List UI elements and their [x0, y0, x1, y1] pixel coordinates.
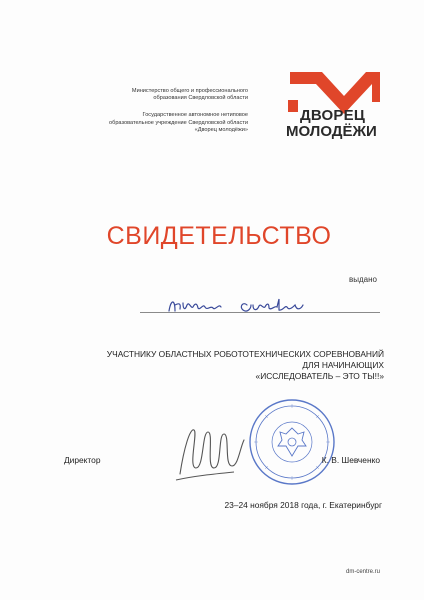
award-line-1: УЧАСТНИКУ ОБЛАСТНЫХ РОБОТОТЕХНИЧЕСКИХ СОРЕВНОВАНИЙ [106, 349, 384, 359]
award-line-3: «ИССЛЕДОВАТЕЛЬ – ЭТО ТЫ!!» [255, 371, 384, 381]
director-role: Директор [64, 455, 101, 465]
logo-word-2: МОЛОДЁЖИ [286, 123, 377, 140]
director-name: К. В. Шевченко [321, 455, 380, 465]
certificate-title: СВИДЕТЕЛЬСТВО [106, 222, 332, 250]
recipient-handwriting [165, 295, 335, 317]
institution-line-1: Государственное автономное нетиповое [142, 112, 248, 119]
logo-word-1: ДВОРЕЦ [300, 107, 365, 124]
ministry-line-1: Министерство общего и профессионального [131, 88, 248, 94]
issued-label: выдано [349, 275, 377, 284]
institution-line-2: образовательное учреждение Свердловской области [109, 119, 248, 126]
ministry-line-2: образования Свердловской области [153, 95, 248, 102]
award-line-2: ДЛЯ НАЧИНАЮЩИХ [302, 360, 384, 370]
award-text [24, 349, 384, 382]
logo-wordmark [286, 107, 377, 140]
official-seal-icon [248, 398, 336, 486]
event-date-place: 23–24 ноября 2018 года, г. Екатеринбург [224, 500, 382, 510]
organization-block [68, 88, 248, 134]
institution-line-3: «Дворец молодёжи» [194, 126, 248, 133]
recipient-name-line [140, 312, 380, 313]
website-link[interactable]: dm-centre.ru [345, 569, 380, 575]
